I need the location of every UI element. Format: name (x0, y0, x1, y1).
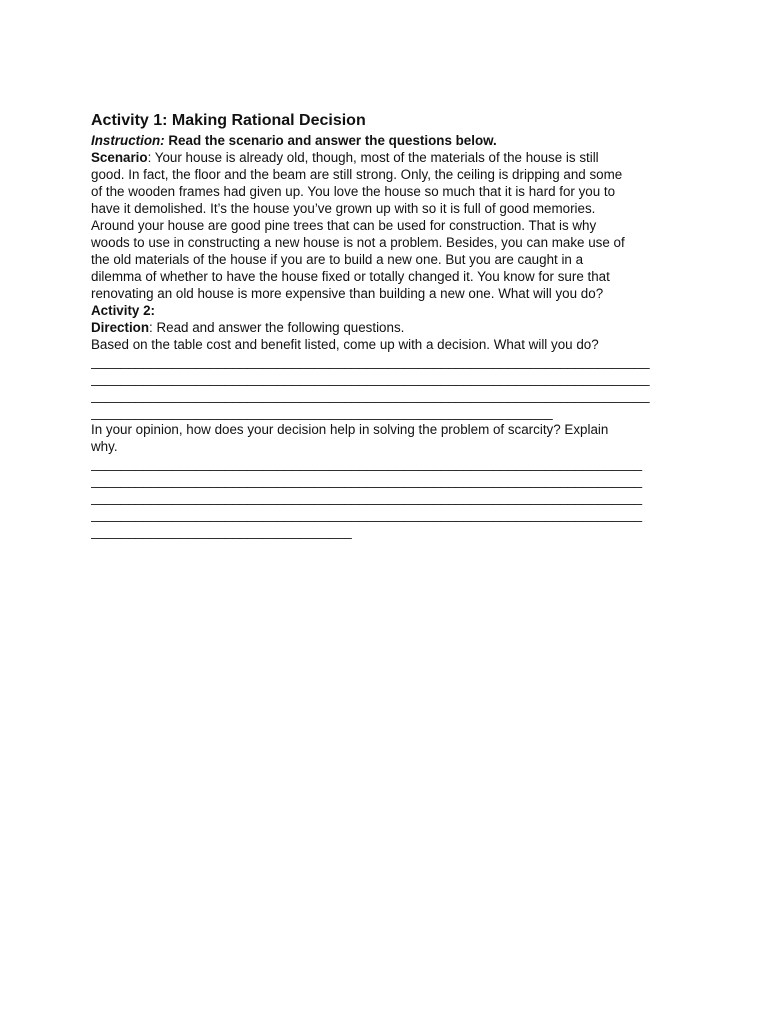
answer-blank-line[interactable]: __________________________________________________________________________ (91, 507, 643, 522)
question-2: In your opinion, how does your decision help in solving the problem of scarcity? Explain (91, 422, 609, 437)
answer-blank-line[interactable]: ______________________________________________________________ (91, 405, 553, 420)
worksheet (91, 110, 681, 540)
answer-blank-line[interactable]: ___________________________________________________________________________ (91, 354, 650, 369)
answer-blank-line[interactable]: ___________________________________ (91, 524, 352, 539)
question-1: Based on the table cost and benefit listed, come up with a decision. What will you do? (91, 337, 599, 352)
scenario-text: : Your house is already old, though, most of the materials of the house is still (147, 150, 599, 165)
direction-line (91, 319, 681, 336)
direction-text: : Read and answer the following questions. (149, 320, 405, 335)
instruction-label: Instruction: (91, 133, 165, 148)
scenario-line: good. In fact, the floor and the beam are still strong. Only, the ceiling is dripping and some (91, 167, 623, 182)
scenario-line: dilemma of whether to have the house fixed or totally changed it. You know for sure that (91, 269, 610, 284)
activity1-title: Activity 1: Making Rational Decision (91, 112, 366, 129)
answer-blank-line[interactable]: ___________________________________________________________________________ (91, 371, 650, 386)
scenario-label: Scenario (91, 150, 148, 165)
direction-label: Direction (91, 320, 150, 335)
answer-blank-line[interactable]: __________________________________________________________________________ (91, 490, 643, 505)
scenario-line: renovating an old house is more expensive than building a new one. What will you do? (91, 286, 604, 301)
scenario-line: Around your house are good pine trees that can be used for construction. That is why (91, 218, 597, 233)
scenario-line: have it demolished. It’s the house you’ve grown up with so it is full of good memories. (91, 201, 596, 216)
scenario-line: of the wooden frames had given up. You love the house so much that it is hard for you to (91, 184, 616, 199)
scenario-line: the old materials of the house if you are to build a new one. But you are caught in a (91, 252, 584, 267)
scenario-line (91, 149, 681, 166)
instruction-text: Read the scenario and answer the questions below. (164, 133, 497, 148)
activity2-heading: Activity 2: (91, 303, 155, 318)
scenario-line: woods to use in constructing a new house is not a problem. Besides, you can make use of (91, 235, 625, 250)
answer-blank-line[interactable]: ___________________________________________________________________________ (91, 388, 650, 403)
instruction-line (91, 132, 681, 149)
answer-blank-line[interactable]: __________________________________________________________________________ (91, 456, 643, 471)
question-2-continued: why. (91, 439, 118, 454)
answer-blank-line[interactable]: __________________________________________________________________________ (91, 473, 643, 488)
